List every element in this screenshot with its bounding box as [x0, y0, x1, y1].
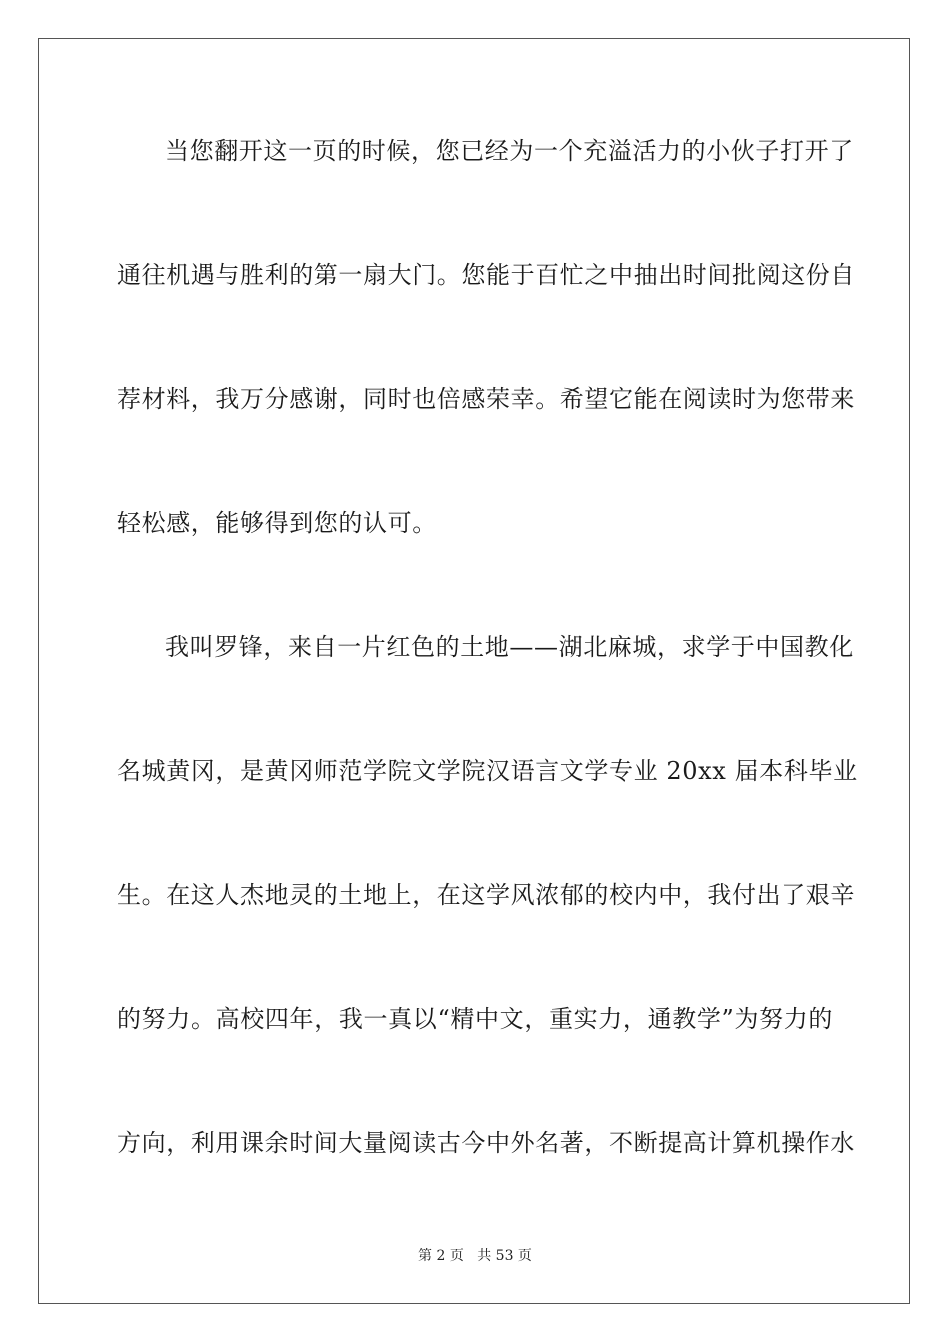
paragraph-1-line-2: 通往机遇与胜利的第一扇大门。您能于百忙之中抽出时间批阅这份自 — [117, 261, 855, 289]
paragraph-2-line-3: 生。在这人杰地灵的土地上，在这学风浓郁的校内中，我付出了艰辛 — [117, 881, 855, 909]
paragraph-1-line-1: 当您翻开这一页的时候，您已经为一个充溢活力的小伙子打开了 — [165, 137, 854, 165]
paragraph-2-line-2: 名城黄冈，是黄冈师范学院文学院汉语言文学专业 20xx 届本科毕业 — [117, 757, 858, 785]
page-total: 共 53 页 — [477, 1248, 532, 1264]
paragraph-1-line-3: 荐材料，我万分感谢，同时也倍感荣幸。希望它能在阅读时为您带来 — [117, 385, 855, 413]
page-footer — [0, 1247, 950, 1265]
paragraph-2-line-1: 我叫罗锋，来自一片红色的土地——湖北麻城，求学于中国教化 — [165, 633, 854, 661]
page-border — [38, 38, 910, 1304]
paragraph-2-line-5: 方向，利用课余时间大量阅读古今中外名著，不断提高计算机操作水 — [117, 1129, 855, 1157]
page-number: 第 2 页 — [418, 1248, 464, 1264]
paragraph-2-line-4: 的努力。高校四年，我一真以“精中文，重实力，通教学”为努力的 — [117, 1005, 833, 1033]
paragraph-1-line-4: 轻松感，能够得到您的认可。 — [117, 509, 437, 537]
